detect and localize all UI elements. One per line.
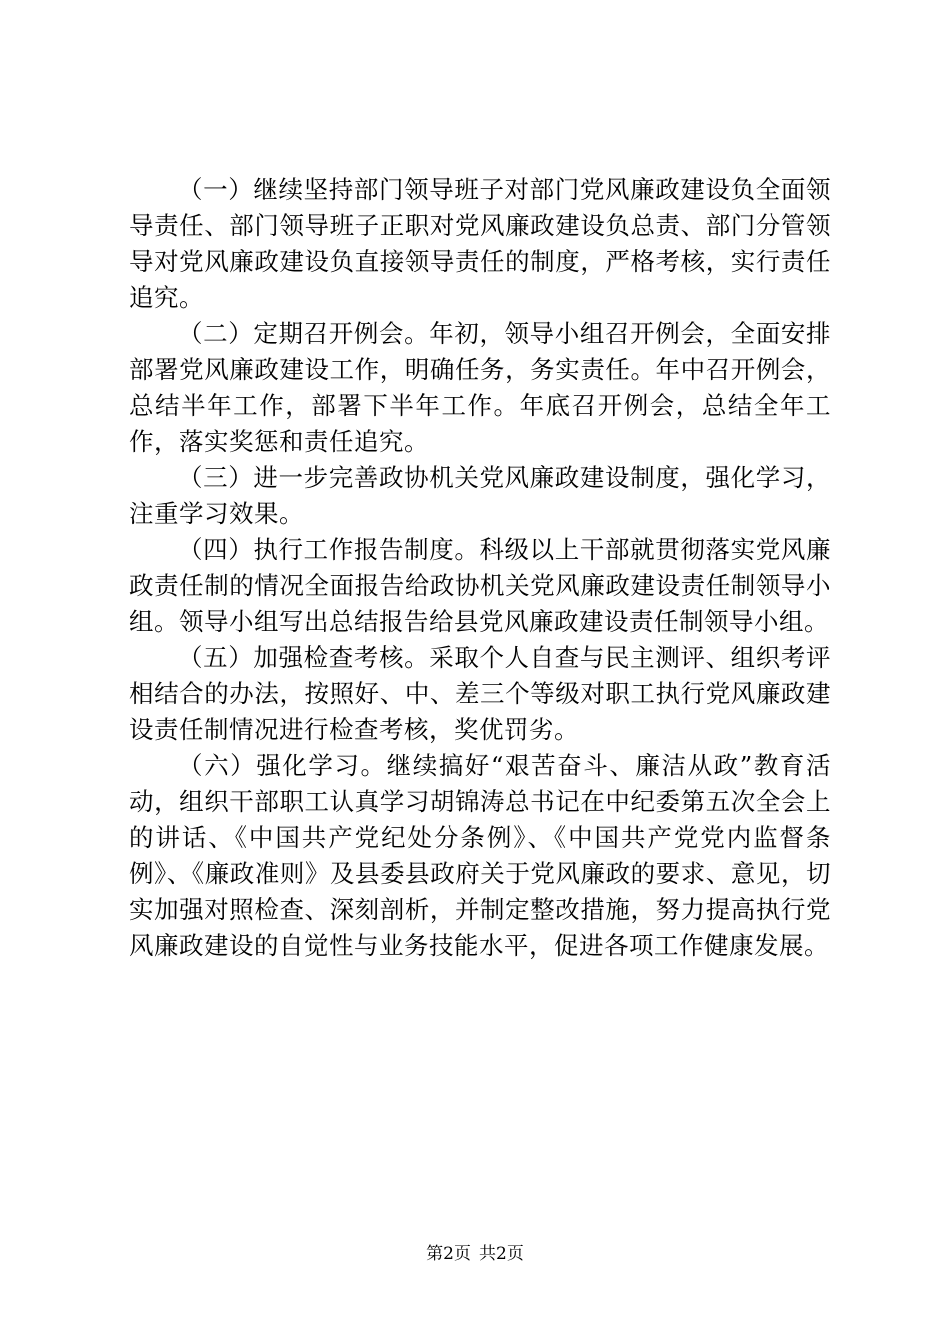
paragraph-4: （四）执行工作报告制度。科级以上干部就贯彻落实党风廉政责任制的情况全面报告给政协机关党风廉政建设责任制领导小组。领导小组写出总结报告给县党风廉政建设责任制领导小组。 [129, 535, 831, 636]
page-footer [0, 1242, 950, 1266]
paragraph-6: （六）强化学习。继续搞好“艰苦奋斗、廉洁从政”教育活动，组织干部职工认真学习胡锦涛总书记在中纪委第五次全会上的讲话、《中国共产党纪处分条例》、《中国共产党党内监督条例》、《廉政准则》及县委县政府关于党风廉政的要求、意见，切实加强对照检查、深刻剖析，并制定整改措施，努力提高执行党风廉政建设的自觉性与业务技能水平，促进各项工作健康发展。 [129, 751, 831, 960]
page-total: 共2页 [479, 1244, 524, 1264]
paragraph-1: （一）继续坚持部门领导班子对部门党风廉政建设负全面领导责任、部门领导班子正职对党风廉政建设负总责、部门分管领导对党风廉政建设负直接领导责任的制度，严格考核，实行责任追究。 [129, 175, 831, 312]
page-number: 第2页 [426, 1244, 471, 1264]
paragraph-2: （二）定期召开例会。年初，领导小组召开例会，全面安排部署党风廉政建设工作，明确任务，务实责任。年中召开例会，总结半年工作，部署下半年工作。年底召开例会，总结全年工作，落实奖惩和责任追究。 [129, 319, 831, 456]
paragraph-3: （三）进一步完善政协机关党风廉政建设制度，强化学习，注重学习效果。 [129, 463, 831, 528]
document-body [129, 172, 831, 964]
paragraph-5: （五）加强检查考核。采取个人自查与民主测评、组织考评相结合的办法，按照好、中、差三个等级对职工执行党风廉政建设责任制情况进行检查考核，奖优罚劣。 [129, 643, 831, 744]
